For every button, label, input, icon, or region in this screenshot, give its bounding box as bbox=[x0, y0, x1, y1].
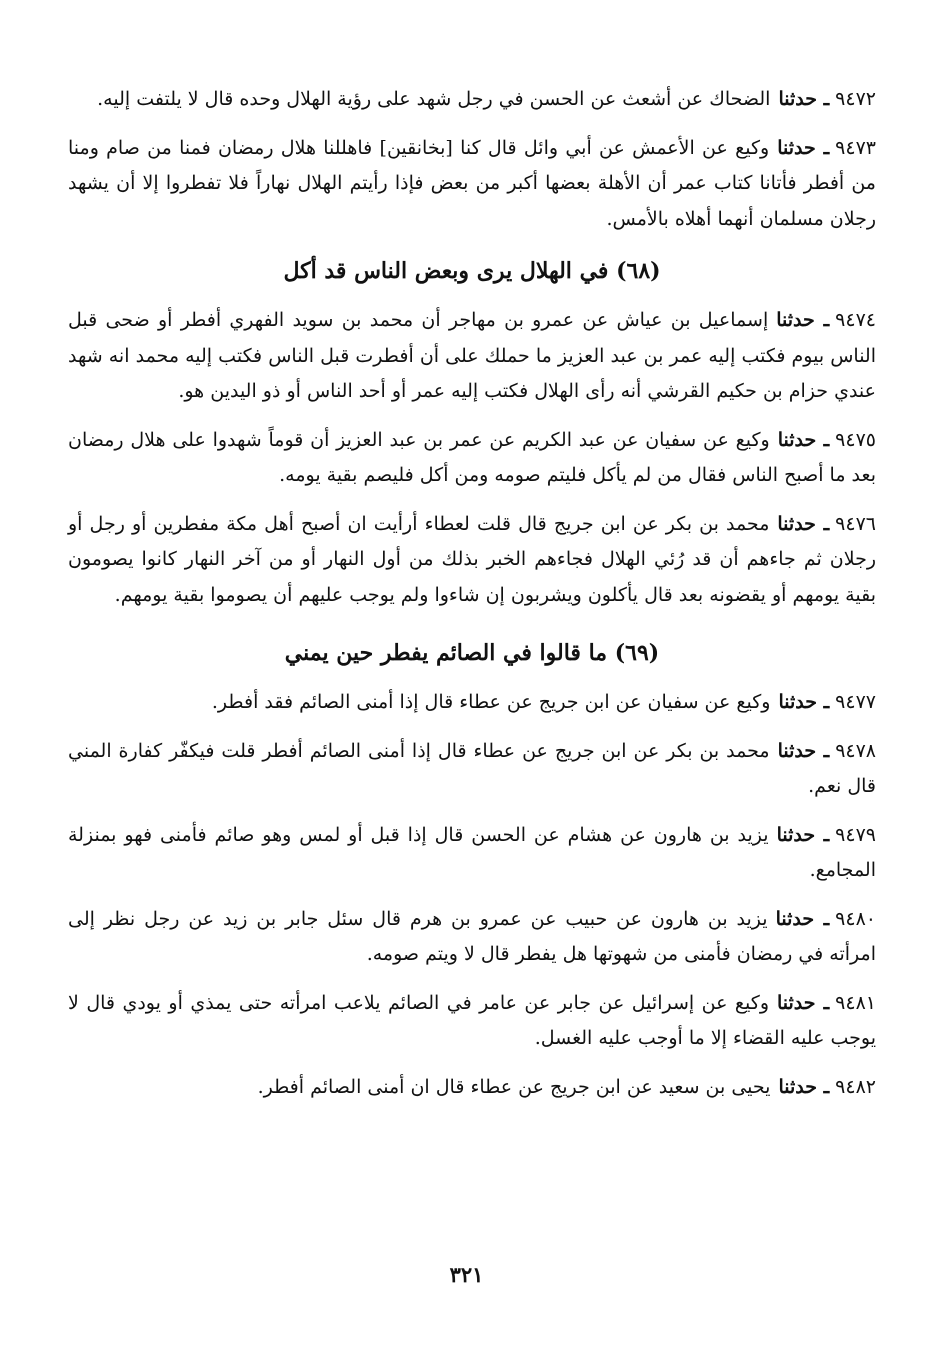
hadith-lead: ـ حدثنا bbox=[777, 512, 830, 535]
hadith-entry-9480 bbox=[68, 902, 876, 973]
page-number: ٣٢١ bbox=[449, 1262, 484, 1287]
hadith-number: ٩٤٧٣ bbox=[835, 136, 876, 159]
hadith-lead: ـ حدثنا bbox=[778, 1075, 830, 1098]
hadith-number: ٩٤٨٢ bbox=[835, 1075, 876, 1098]
hadith-text: وكيع عن سفيان عن ابن جريج عن عطاء قال إذا أمنى الصائم فقد أفطر. bbox=[211, 691, 771, 713]
hadith-lead: ـ حدثنا bbox=[777, 739, 830, 762]
hadith-entry-9479 bbox=[68, 818, 876, 889]
hadith-number: ٩٤٧٩ bbox=[835, 823, 876, 846]
hadith-text: الضحاك عن أشعث عن الحسن في رجل شهد على رؤية الهلال وحده قال لا يلتفت إليه. bbox=[97, 88, 771, 110]
hadith-lead: ـ حدثنا bbox=[777, 136, 830, 159]
hadith-text: يحيى بن سعيد عن ابن جريج عن عطاء قال ان أمنى الصائم أفطر. bbox=[257, 1075, 771, 1098]
hadith-number: ٩٤٧٢ bbox=[835, 88, 876, 110]
hadith-lead: ـ حدثنا bbox=[776, 823, 830, 846]
hadith-lead: ـ حدثنا bbox=[776, 309, 830, 331]
hadith-entry-9472 bbox=[68, 82, 876, 118]
hadith-lead: ـ حدثنا bbox=[778, 88, 830, 110]
chapter-heading-68: (٦٨) في الهلال يرى وبعض الناس قد أكل bbox=[283, 258, 661, 284]
hadith-text: وكيع عن إسرائيل عن جابر عن عامر في الصائم يلاعب امرأته حتى يمذي أو يودي قال لا يوجب عليه القضاء إلا ما أوجب عليه الغسل. bbox=[68, 991, 876, 1049]
hadith-lead: ـ حدثنا bbox=[778, 691, 830, 713]
hadith-entry-9476 bbox=[68, 507, 876, 614]
hadith-number: ٩٤٧٨ bbox=[835, 739, 877, 762]
hadith-text: محمد بن بكر عن ابن جريج عن عطاء قال إذا أمنى الصائم أفطر قلت فيكفّر كفارة المني قال نعم. bbox=[68, 739, 876, 797]
hadith-number: ٩٤٧٧ bbox=[835, 691, 876, 713]
hadith-lead: ـ حدثنا bbox=[775, 907, 830, 930]
document-body bbox=[68, 82, 876, 1118]
hadith-entry-9482 bbox=[68, 1070, 876, 1106]
hadith-number: ٩٤٧٥ bbox=[835, 428, 876, 451]
hadith-text: وكيع عن الأعمش عن أبي وائل قال كنا [بخانقين] فاهللنا هلال رمضان فمنا من صام ومنا من أفطر فأتانا كتاب عمر أن الأهلة بعضها أكبر من بعض فإذا رأيتم الهلال نهاراً فلا تفطروا إلا أن يشهد رجلان مسلمان أنهما أهلاه بالأمس. bbox=[68, 136, 876, 230]
hadith-entry-9473 bbox=[68, 131, 876, 238]
hadith-entry-9478 bbox=[68, 734, 876, 805]
hadith-text: يزيد بن هارون عن هشام عن الحسن قال إذا قبل أو لمس وهو صائم فأمنى فهو بمنزلة المجامع. bbox=[68, 823, 876, 881]
hadith-entry-9474 bbox=[68, 303, 876, 410]
hadith-number: ٩٤٨١ bbox=[835, 991, 876, 1014]
hadith-text: محمد بن بكر عن ابن جريج قال قلت لعطاء أرأيت ان أصبح أهل مكة مفطرين أو رجل أو رجلان ثم جاءهم أن قد رُئي الهلال فجاءهم الخبر بذلك من أول النهار أو من آخر النهار كانوا يصومون بقية يومهم أو يقضونه بعد قال يأكلون ويشربون إن شاءوا ولم يوجب عليهم أن يصوموا بقية يومهم. bbox=[68, 512, 876, 606]
hadith-entry-9475 bbox=[68, 423, 876, 494]
hadith-entry-9477 bbox=[68, 685, 876, 721]
hadith-text: وكيع عن سفيان عن عبد الكريم عن عمر بن عبد العزيز أن قوماً شهدوا على هلال رمضان بعد ما أصبح الناس فقال من لم يأكل فليتم صومه ومن أكل فليصم بقية يومه. bbox=[68, 428, 876, 486]
hadith-lead: ـ حدثنا bbox=[777, 428, 830, 451]
hadith-number: ٩٤٧٤ bbox=[835, 309, 876, 331]
hadith-number: ٩٤٧٦ bbox=[835, 512, 876, 535]
hadith-entry-9481 bbox=[68, 986, 876, 1057]
chapter-heading-69: (٦٩) ما قالوا في الصائم يفطر حين يمني bbox=[284, 640, 660, 666]
hadith-number: ٩٤٨٠ bbox=[835, 907, 876, 930]
hadith-text: إسماعيل بن عياش عن عمرو بن مهاجر أن محمد بن سويد الفهري أفطر أو ضحى قبل الناس بيوم فكتب إليه عمر بن عبد العزيز ما حملك على أن أفطرت قبل الناس فكتب إليه محمد انه شهد عندي حزام بن حكيم القرشي أنه رأى الهلال فكتب إليه عمر أو أحد الناس أو ذو اليدين هو. bbox=[68, 309, 876, 402]
hadith-lead: ـ حدثنا bbox=[777, 991, 830, 1014]
hadith-text: يزيد بن هارون عن حبيب عن عمرو بن هرم قال سئل جابر بن زيد عن رجل نظر إلى امرأته في رمضان فأمنى من شهوتها هل يفطر قال لا ويتم صومه. bbox=[68, 907, 876, 965]
